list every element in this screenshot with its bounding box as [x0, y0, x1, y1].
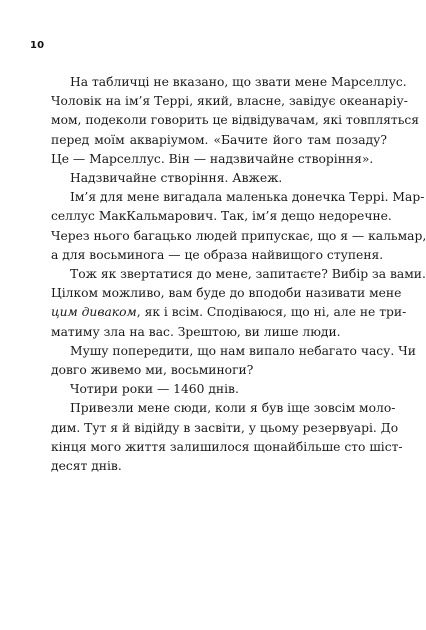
text-line: селлус МакКальмарович. Так, ім’я дещо недоречне. — [51, 209, 392, 224]
text-line: дим. Тут я й відійду в засвіти, у цьому резервуарі. До — [51, 420, 399, 435]
text-line: Це — Марселлус. Він — надзвичайне створіння». — [51, 151, 374, 166]
text-line: Надзвичайне створіння. Авжеж. — [70, 171, 283, 186]
text-line: Мушу попередити, що нам випало небагато часу. Чи — [70, 343, 416, 358]
paragraph — [51, 169, 387, 188]
text-line: Через нього багацько людей припускає, що я — кальмар, — [51, 228, 426, 243]
text-line: а для восьминога — це образа найвищого ступеня. — [51, 247, 384, 262]
text-line: десят днів. — [51, 459, 122, 474]
text-line: довго живемо ми, восьминоги? — [51, 363, 254, 378]
text-line: мом, подеколи говорить це відвідувачам, які товпляться — [51, 113, 420, 128]
paragraph — [51, 399, 403, 476]
text-line: матиму зла на вас. Зрештою, ви лише люди. — [51, 324, 341, 339]
paragraph — [51, 342, 416, 380]
text-line: перед моїм акваріумом. «Бачите його там позаду? — [51, 132, 387, 147]
paragraph — [51, 265, 426, 342]
paragraph — [51, 380, 387, 399]
text-line: Чотири роки — 1460 днів. — [70, 382, 239, 397]
text-line: На табличці не вказано, що звати мене Марселлус. — [70, 75, 407, 89]
text-line: цим дивакoм, як і всім. Сподіваюся, що ні, але не три- — [51, 305, 407, 320]
text-line: кінця мого життя залишилося щонайбільше сто шіст- — [51, 439, 403, 454]
paragraph — [51, 188, 426, 265]
text-line: Чоловік на ім’я Террі, який, власне, завідує океанаріу- — [51, 94, 408, 109]
body-text — [51, 73, 426, 476]
text-line: Ім’я для мене вигадала маленька донечка Террі. Мар- — [70, 190, 425, 205]
emphasis: цим дивакoм — [51, 305, 137, 320]
text-line: Тож як звертатися до мене, запитаєте? Вибір за вами. — [70, 267, 426, 282]
text-line: Привезли мене сюди, коли я був іще зовсім моло- — [70, 401, 396, 416]
text-line: Цілком можливо, вам буде до вподоби називати мене — [51, 286, 402, 301]
paragraph — [51, 73, 420, 169]
page-number: 10 — [30, 40, 45, 51]
